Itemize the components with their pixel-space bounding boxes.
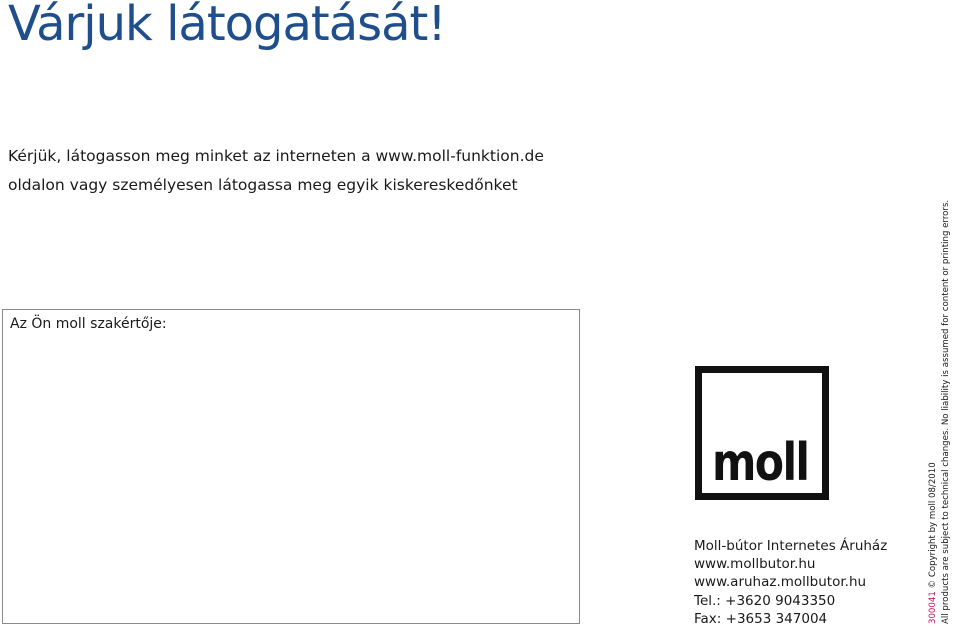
contact-company: Moll-bútor Internetes Áruház xyxy=(694,538,888,554)
product-code: 300041 xyxy=(928,591,938,624)
intro-line-1: Kérjük, látogasson meg minket az interneten a www.moll-funktion.de xyxy=(8,147,544,165)
contact-block xyxy=(694,537,887,628)
expert-label: Az Ön moll szakértője: xyxy=(10,316,167,332)
copyright-text: © Copyright by moll 08/2010 xyxy=(928,462,938,592)
contact-fax: Fax: +3653 347004 xyxy=(694,610,828,627)
intro-line-2: oldalon vagy személyesen látogassa meg egyik kiskereskedőnket xyxy=(8,176,518,194)
contact-website-2: www.aruhaz.mollbutor.hu xyxy=(694,574,867,591)
contact-website-1: www.mollbutor.hu xyxy=(694,556,816,573)
intro-text xyxy=(8,142,544,200)
disclaimer-text: All products are subject to technical changes. No liability is assumed for content or printing errors. xyxy=(941,199,951,624)
contact-tel: Tel.: +3620 9043350 xyxy=(694,592,836,609)
expert-box xyxy=(2,309,580,624)
headline: Várjuk látogatását! xyxy=(8,0,446,52)
moll-logo-text: moll xyxy=(712,433,809,493)
copyright-line xyxy=(927,182,940,624)
copyright-sidebar xyxy=(927,182,953,624)
moll-logo xyxy=(695,366,829,500)
